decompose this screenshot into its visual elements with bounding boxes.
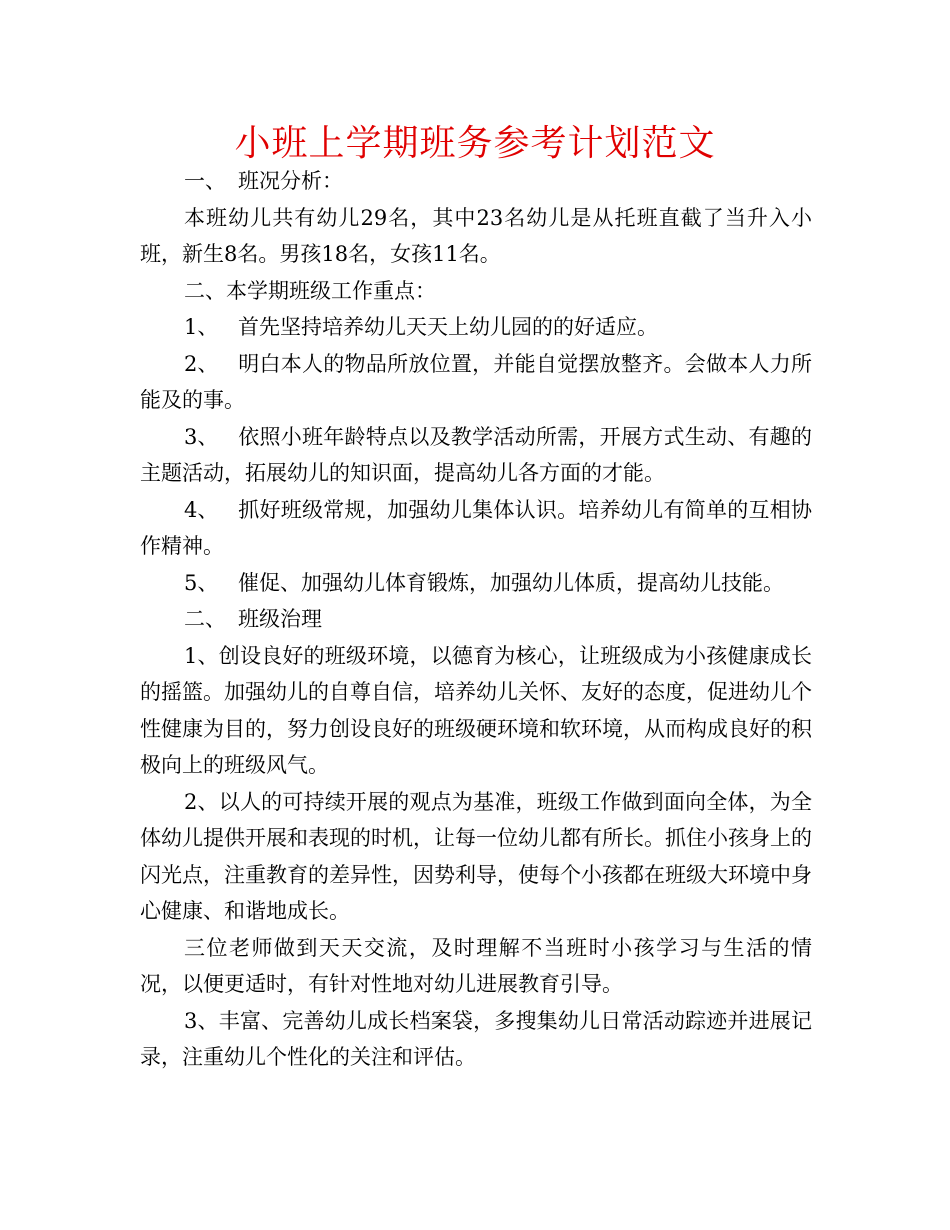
paragraph-text: 依照小班年龄特点以及教学活动所需，开展方式生动、有趣的主题活动，拓展幼儿的知识面，提高幼儿各方面的才能。 bbox=[140, 424, 812, 485]
paragraph-10 bbox=[140, 638, 812, 784]
paragraph-text: 首先坚持培养幼儿天天上幼儿园的的好适应。 bbox=[238, 315, 658, 339]
paragraph-9 bbox=[140, 601, 812, 638]
paragraph-13 bbox=[140, 1003, 812, 1076]
paragraph-number: 4、 bbox=[184, 497, 219, 522]
paragraph-number: 5、 bbox=[184, 570, 219, 595]
paragraph-text: 2、以人的可持续开展的观点为基准，班级工作做到面向全体，为全体幼儿提供开展和表现的时机，让每一位幼儿都有所长。抓住小孩身上的闪光点，注重教育的差异性，因势利导，使每个小孩都在班级大环境中身心健康、和谐地成长。 bbox=[140, 789, 812, 923]
paragraph-number: 2、 bbox=[184, 351, 219, 376]
paragraph-text: 1、创设良好的班级环境，以德育为核心，让班级成为小孩健康成长的摇篮。加强幼儿的自尊自信，培养幼儿关怀、友好的态度，促进幼儿个性健康为目的，努力创设良好的班级硬环境和软环境，从而构成良好的积极向上的班级风气。 bbox=[140, 643, 812, 777]
paragraph-2 bbox=[140, 200, 812, 273]
paragraph-number: 3、 bbox=[184, 424, 219, 449]
document-body bbox=[140, 163, 812, 1076]
paragraph-6 bbox=[140, 419, 812, 492]
paragraph-text: 班级治理 bbox=[238, 607, 322, 631]
paragraph-8 bbox=[140, 565, 812, 602]
paragraph-text: 班况分析： bbox=[238, 169, 343, 193]
paragraph-number: 二、 bbox=[184, 607, 226, 631]
paragraph-3 bbox=[140, 273, 812, 310]
document-title: 小班上学期班务参考计划范文 bbox=[234, 123, 716, 164]
paragraph-text: 催促、加强幼儿体育锻炼，加强幼儿体质，提高幼儿技能。 bbox=[238, 570, 784, 595]
paragraph-4 bbox=[140, 309, 812, 346]
paragraph-5 bbox=[140, 346, 812, 419]
paragraph-text: 二、本学期班级工作重点： bbox=[184, 278, 436, 303]
paragraph-text: 本班幼儿共有幼儿29名，其中23名幼儿是从托班直截了当升入小班，新生8名。男孩18名，女孩11名。 bbox=[140, 205, 812, 266]
paragraph-1 bbox=[140, 163, 812, 200]
paragraph-number: 1、 bbox=[184, 315, 219, 339]
paragraph-7 bbox=[140, 492, 812, 565]
paragraph-text: 三位老师做到天天交流，及时理解不当班时小孩学习与生活的情况，以便更适时，有针对性地对幼儿进展教育引导。 bbox=[140, 935, 812, 996]
paragraph-12 bbox=[140, 930, 812, 1003]
paragraph-11 bbox=[140, 784, 812, 930]
paragraph-number: 一、 bbox=[184, 169, 226, 193]
paragraph-text: 抓好班级常规，加强幼儿集体认识。培养幼儿有简单的互相协作精神。 bbox=[140, 497, 812, 558]
paragraph-text: 明白本人的物品所放位置，并能自觉摆放整齐。会做本人力所能及的事。 bbox=[140, 351, 812, 412]
paragraph-text: 3、丰富、完善幼儿成长档案袋，多搜集幼儿日常活动踪迹并进展记录，注重幼儿个性化的关注和评估。 bbox=[140, 1008, 812, 1069]
